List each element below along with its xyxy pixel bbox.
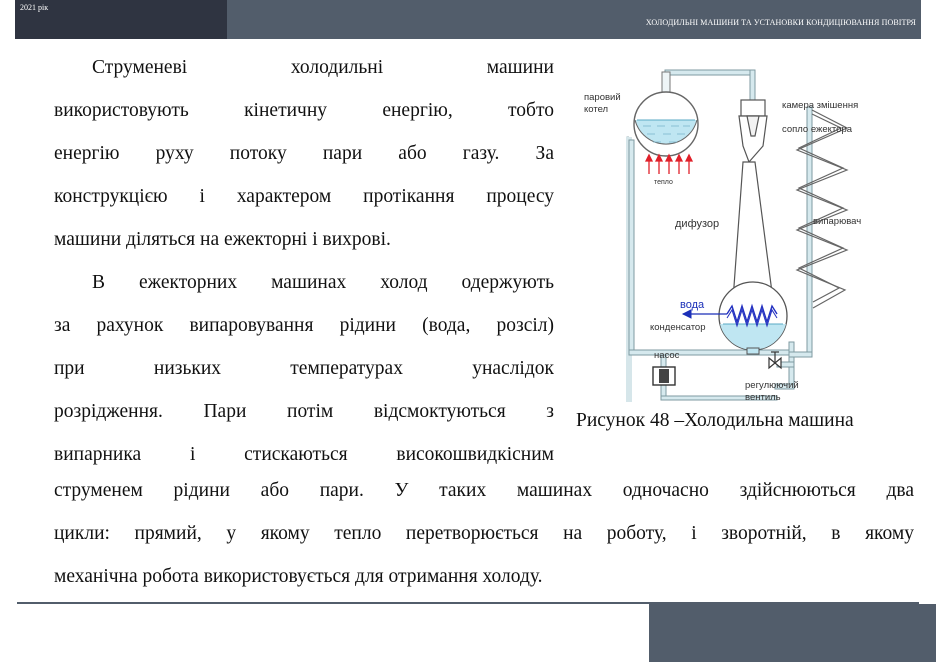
footer-block — [649, 604, 936, 662]
header-year: 2021 рік — [20, 3, 49, 12]
label-water: вода — [680, 299, 705, 311]
ejector — [733, 100, 773, 300]
full-width-text — [54, 469, 914, 598]
text-line: використовують кінетичну енергію, тобто — [54, 100, 554, 121]
header-title: ХОЛОДИЛЬНІ МАШИНИ ТА УСТАНОВКИ КОНДИЦІЮВАННЯ ПОВІТРЯ — [645, 18, 916, 27]
label-evaporator: випарювач — [813, 216, 862, 227]
steam-boiler — [634, 72, 698, 156]
label-valve-2: вентиль — [745, 392, 781, 402]
text-line: струменем рідини або пари. У таких машинах одночасно здійснюються два — [54, 480, 914, 501]
figure-caption: Рисунок 48 –Холодильна машина — [576, 410, 854, 431]
label-condenser: конденсатор — [650, 322, 706, 333]
label-valve-1: регулюючий — [745, 380, 799, 391]
pump — [653, 367, 675, 385]
text-line: конструкцією і характером протікання процесу — [54, 186, 554, 207]
evaporator-coil — [797, 110, 847, 308]
text-line: механічна робота використовується для отримання холоду. — [54, 566, 543, 587]
text-line: при низьких температурах унаслідок — [54, 358, 554, 379]
text-line: енергію руху потоку пари або газу. За — [54, 143, 554, 164]
label-pump: насос — [654, 350, 680, 361]
label-boiler-1: паровий — [584, 92, 621, 103]
text-line: цикли: прямий, у якому тепло перетворюється на роботу, і зворотній, в якому — [54, 523, 914, 544]
label-boiler-2: котел — [584, 104, 609, 115]
label-diffuser: дифузор — [675, 218, 720, 230]
text-line: розрідження. Пари потім відсмоктуються з — [54, 401, 554, 422]
header-title-panel — [227, 0, 921, 39]
text-column — [54, 46, 554, 476]
text-line: В ежекторних машинах холод одержують — [92, 272, 554, 293]
label-heat: тепло — [654, 179, 673, 186]
text-line: випарника і стискаються високошвидкісним — [54, 444, 554, 465]
heat-arrows — [646, 155, 692, 174]
condenser — [719, 282, 787, 354]
header-year-panel — [15, 0, 227, 39]
text-line: за рахунок випаровування рідини (вода, розсіл) — [54, 315, 554, 336]
label-mixing-chamber: камера змішення — [782, 100, 859, 111]
text-line: машини діляться на ежекторні і вихрові. — [54, 229, 391, 250]
label-nozzle: сопло ежектора — [782, 124, 853, 135]
refrigeration-machine-diagram — [577, 62, 897, 402]
text-line: Струменеві холодильні машини — [92, 57, 554, 78]
